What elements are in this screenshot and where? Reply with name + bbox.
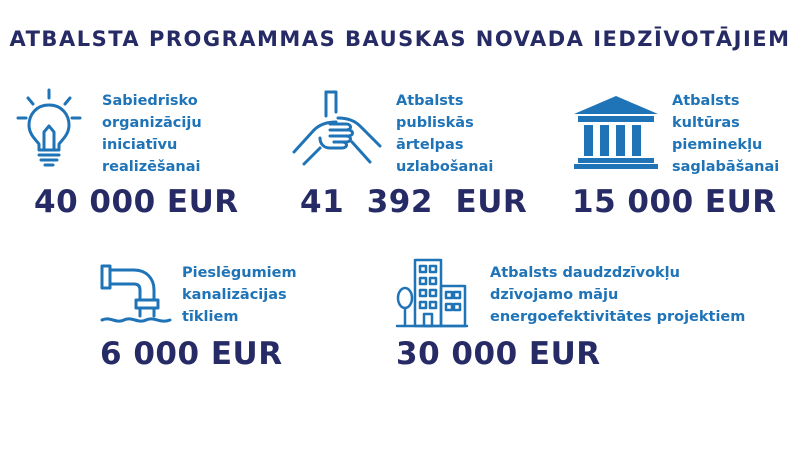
program-amount-energy-efficiency: 30 000 EUR bbox=[396, 336, 601, 372]
program-label-energy-efficiency: Atbalsts daudzdzīvokļu dzīvojamo māju energoefektivitātes projektiem bbox=[490, 265, 746, 325]
page-title: ATBALSTA PROGRAMMAS BAUSKAS NOVADA IEDZĪVOTĀJIEM bbox=[9, 27, 791, 51]
lightbulb-icon bbox=[16, 88, 82, 168]
program-amount-sewer-connections: 6 000 EUR bbox=[100, 336, 283, 372]
program-label-public-space: Atbalsts publiskās ārtelpas uzlabošanai bbox=[396, 93, 494, 175]
program-amount-public-space: 41 392 EUR bbox=[300, 184, 528, 220]
program-label-sewer-connections: Pieslēgumiem kanalizācijas tīkliem bbox=[182, 265, 297, 325]
apartment-building-icon bbox=[395, 256, 469, 330]
program-amount-cultural-monuments: 15 000 EUR bbox=[572, 184, 777, 220]
program-amount-civic-initiatives: 40 000 EUR bbox=[34, 184, 239, 220]
pipe-icon bbox=[100, 262, 172, 326]
program-label-civic-initiatives: Sabiedrisko organizāciju iniciatīvu realizēšanai bbox=[102, 93, 202, 175]
program-label-cultural-monuments: Atbalsts kultūras pieminekļu saglabāšanai bbox=[672, 93, 780, 175]
monument-building-icon bbox=[570, 94, 662, 170]
hands-together-icon bbox=[290, 90, 384, 172]
